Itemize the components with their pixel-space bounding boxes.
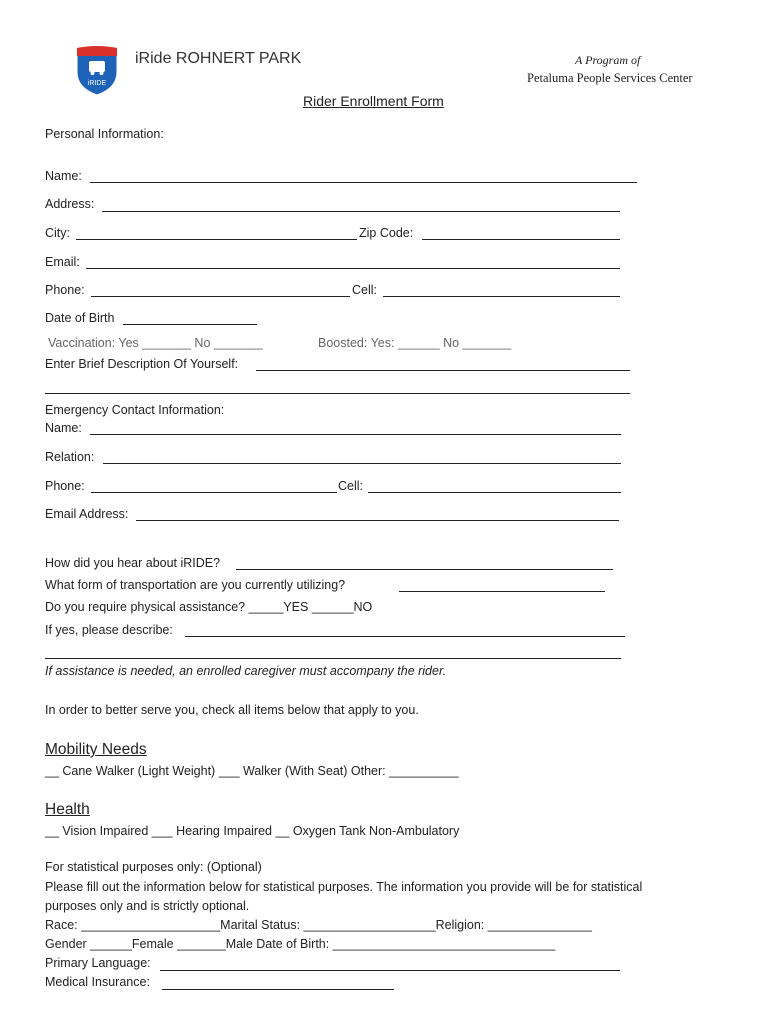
language-field[interactable] [160, 970, 620, 971]
description-field-2[interactable] [45, 393, 630, 394]
race-row[interactable]: Race: ____________________Marital Status: ___________________Religion: _______________ [45, 918, 593, 932]
transport-field[interactable] [399, 591, 605, 592]
stats-paragraph-2: purposes only and is strictly optional. [45, 899, 250, 913]
insurance-field[interactable] [162, 989, 394, 990]
form-title: Rider Enrollment Form [303, 93, 444, 109]
emergency-phone-label: Phone: [45, 479, 85, 493]
relation-field[interactable] [103, 463, 621, 464]
gender-row[interactable]: Gender ______Female _______Male Date of Birth: ________________________________ [45, 937, 556, 951]
name-field[interactable] [90, 182, 637, 183]
optional-heading: For statistical purposes only: (Optional) [45, 860, 262, 874]
emergency-email-field[interactable] [136, 520, 619, 521]
mobility-heading: Mobility Needs [45, 741, 147, 758]
relation-label: Relation: [45, 450, 95, 464]
logo [74, 44, 120, 96]
check-instruction: In order to better serve you, check all items below that apply to you. [45, 703, 419, 717]
stats-paragraph-1: Please fill out the information below for statistical purposes. The information you provide will be for statistical [45, 880, 643, 894]
address-field[interactable] [102, 211, 620, 212]
mobility-items[interactable]: __ Cane Walker (Light Weight) ___ Walker (With Seat) Other: __________ [45, 764, 459, 778]
city-label: City: [45, 226, 70, 240]
assist-line[interactable]: Do you require physical assistance? _____YES ______NO [45, 600, 373, 614]
describe-label: If yes, please describe: [45, 623, 173, 637]
zip-field[interactable] [422, 239, 620, 240]
dob-label: Date of Birth [45, 311, 115, 325]
caregiver-note: If assistance is needed, an enrolled caregiver must accompany the rider. [45, 664, 447, 678]
program-line-1: A Program of [575, 53, 641, 67]
hear-label: How did you hear about iRIDE? [45, 556, 221, 570]
city-field[interactable] [76, 239, 357, 240]
email-label: Email: [45, 255, 80, 269]
emergency-name-label: Name: [45, 421, 82, 435]
program-line-2: Petaluma People Services Center [527, 71, 693, 85]
emergency-cell-field[interactable] [368, 492, 621, 493]
email-field[interactable] [86, 268, 620, 269]
boosted-line[interactable]: Boosted: Yes: ______ No _______ [318, 336, 512, 350]
vaccination-line[interactable]: Vaccination: Yes _______ No _______ [48, 336, 263, 350]
describe-field[interactable] [185, 636, 625, 637]
insurance-label: Medical Insurance: [45, 975, 150, 989]
iride-shield-logo [74, 44, 120, 96]
cell-field[interactable] [383, 296, 620, 297]
health-items[interactable]: __ Vision Impaired ___ Hearing Impaired __ Oxygen Tank Non-Ambulatory [45, 824, 460, 838]
dob-field[interactable] [123, 324, 257, 325]
phone-field[interactable] [91, 296, 350, 297]
emergency-heading: Emergency Contact Information: [45, 403, 225, 417]
name-label: Name: [45, 169, 82, 183]
health-heading: Health [45, 801, 90, 818]
svg-text:iRIDE: iRIDE [87, 80, 107, 87]
description-label: Enter Brief Description Of Yourself: [45, 357, 239, 371]
personal-info-heading: Personal Information: [45, 127, 164, 141]
header-title: iRide ROHNERT PARK [135, 50, 302, 67]
hear-field[interactable] [236, 569, 613, 570]
cell-label: Cell: [352, 283, 378, 297]
zip-label: Zip Code: [359, 226, 414, 240]
emergency-phone-field[interactable] [91, 492, 337, 493]
phone-label: Phone: [45, 283, 85, 297]
description-field[interactable] [256, 370, 630, 371]
language-label: Primary Language: [45, 956, 151, 970]
emergency-cell-label: Cell: [338, 479, 364, 493]
describe-field-2[interactable] [45, 658, 621, 659]
emergency-name-field[interactable] [90, 434, 621, 435]
transport-label: What form of transportation are you currently utilizing? [45, 578, 346, 592]
address-label: Address: [45, 197, 95, 211]
emergency-email-label: Email Address: [45, 507, 129, 521]
